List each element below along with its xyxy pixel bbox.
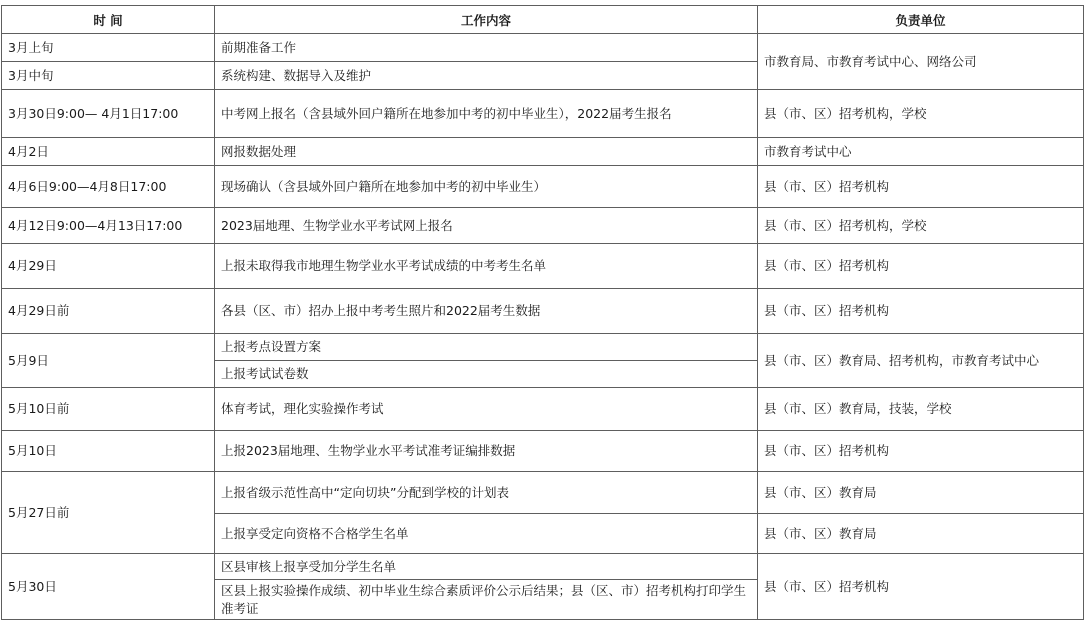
header-content: 工作内容 xyxy=(215,6,758,34)
content-text: 区县上报实验操作成绩、初中毕业生综合素质评价公示后结果；县（区、市）招考机构打印学生准考证 xyxy=(221,582,747,616)
content-cell: 中考网上报名（含县域外回户籍所在地参加中考的初中毕业生），2022届考生报名 xyxy=(215,90,758,138)
content-cell: 上报考点设置方案 xyxy=(215,334,758,361)
content-cell: 上报考试试卷数 xyxy=(215,361,758,388)
content-cell: 区县审核上报享受加分学生名单 xyxy=(215,554,758,580)
unit-cell: 县（市、区）招考机构，学校 xyxy=(758,208,1084,244)
content-cell: 上报享受定向资格不合格学生名单 xyxy=(215,514,758,554)
time-cell: 5月10日前 xyxy=(2,388,215,431)
time-cell: 5月30日 xyxy=(2,554,215,620)
time-cell: 4月6日9:00—4月8日17:00 xyxy=(2,166,215,208)
table-row xyxy=(2,554,1084,580)
table-row xyxy=(2,388,1084,431)
time-cell: 5月10日 xyxy=(2,431,215,472)
table-row xyxy=(2,90,1084,138)
table-row xyxy=(2,208,1084,244)
content-cell: 前期准备工作 xyxy=(215,34,758,62)
unit-cell: 县（市、区）教育局 xyxy=(758,472,1084,514)
content-cell: 各县（区、市）招办上报中考考生照片和2022届考生数据 xyxy=(215,289,758,334)
content-cell: 上报2023届地理、生物学业水平考试准考证编排数据 xyxy=(215,431,758,472)
table-row xyxy=(2,472,1084,514)
content-cell: 2023届地理、生物学业水平考试网上报名 xyxy=(215,208,758,244)
content-cell: 现场确认（含县域外回户籍所在地参加中考的初中毕业生） xyxy=(215,166,758,208)
content-cell: 上报未取得我市地理生物学业水平考试成绩的中考考生名单 xyxy=(215,244,758,289)
header-row xyxy=(2,6,1084,34)
unit-cell: 市教育考试中心 xyxy=(758,138,1084,166)
table-row xyxy=(2,431,1084,472)
time-cell: 4月2日 xyxy=(2,138,215,166)
time-cell: 4月12日9:00—4月13日17:00 xyxy=(2,208,215,244)
time-cell: 3月中旬 xyxy=(2,62,215,90)
content-cell: 系统构建、数据导入及维护 xyxy=(215,62,758,90)
time-cell: 4月29日前 xyxy=(2,289,215,334)
time-cell: 3月30日9:00— 4月1日17:00 xyxy=(2,90,215,138)
content-cell: 体育考试，理化实验操作考试 xyxy=(215,388,758,431)
table-row xyxy=(2,334,1084,361)
header-time: 时 间 xyxy=(2,6,215,34)
content-cell: 网报数据处理 xyxy=(215,138,758,166)
unit-cell: 县（市、区）教育局，技装，学校 xyxy=(758,388,1084,431)
unit-cell: 县（市、区）招考机构 xyxy=(758,244,1084,289)
unit-cell: 县（市、区）招考机构 xyxy=(758,554,1084,620)
time-cell: 4月29日 xyxy=(2,244,215,289)
table-row xyxy=(2,289,1084,334)
unit-cell: 县（市、区）招考机构，学校 xyxy=(758,90,1084,138)
time-cell: 5月27日前 xyxy=(2,472,215,554)
unit-cell: 县（市、区）招考机构 xyxy=(758,289,1084,334)
time-cell: 3月上旬 xyxy=(2,34,215,62)
table-row xyxy=(2,166,1084,208)
content-cell xyxy=(215,580,758,620)
table-row xyxy=(2,138,1084,166)
table-row xyxy=(2,244,1084,289)
unit-cell: 县（市、区）招考机构 xyxy=(758,166,1084,208)
time-cell: 5月9日 xyxy=(2,334,215,388)
unit-cell: 县（市、区）招考机构 xyxy=(758,431,1084,472)
content-cell: 上报省级示范性高中“定向切块”分配到学校的计划表 xyxy=(215,472,758,514)
header-unit: 负责单位 xyxy=(758,6,1084,34)
unit-cell: 县（市、区）教育局 xyxy=(758,514,1084,554)
table-row xyxy=(2,34,1084,62)
schedule-table xyxy=(1,5,1084,620)
unit-cell: 县（市、区）教育局、招考机构，市教育考试中心 xyxy=(758,334,1084,388)
unit-cell: 市教育局、市教育考试中心、网络公司 xyxy=(758,34,1084,90)
